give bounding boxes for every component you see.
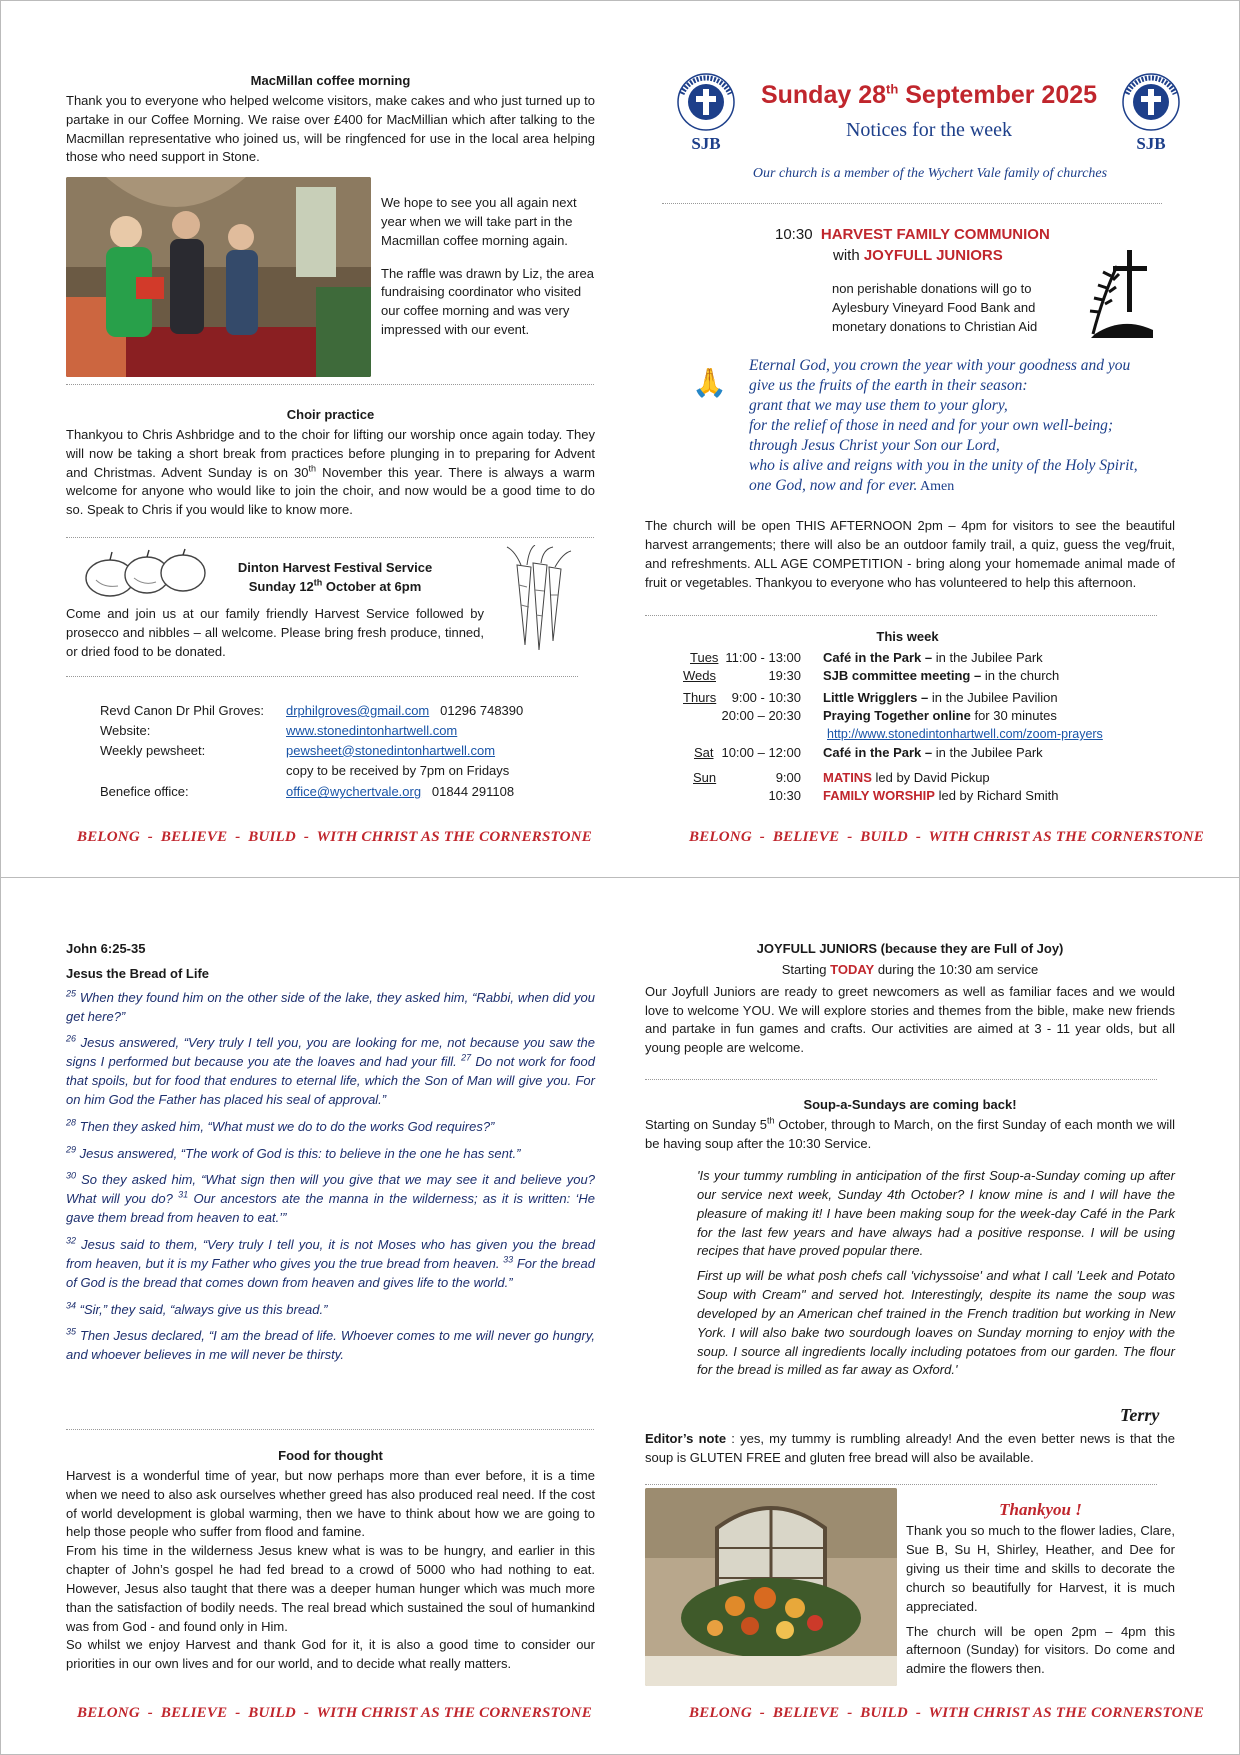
sjb-logo-right (1117, 72, 1185, 152)
service-title-line: 10:30 HARVEST FAMILY COMMUNION (775, 226, 1050, 243)
macmillan-heading: MacMillan coffee morning (250, 73, 411, 88)
soup-section (645, 1096, 1175, 1154)
scripture-ref: John 6:25-35 (66, 941, 146, 956)
prayer-line: who is alive and reigns with you in the unity of the Holy Spirit, (749, 457, 1138, 474)
choir-section (66, 406, 595, 520)
scripture-text (66, 989, 595, 1365)
verse: $^{29}$ Jesus answered, “The work of God is this: to believe in the one he has sent.” (66, 1144, 521, 1161)
contact-label: Weekly pewsheet: (100, 742, 206, 758)
soup-quote-p1: 'Is your tummy rumbling in anticipation of the first Soup-a-Sunday coming up after our service next week, Sunday 4th October? I know mine is and I will have the pleasure of making it! I have been making soup for the week-day Café in the Park for the last few years and have always had a positive response. I will be using recipes that have proved popular there. (697, 1168, 1175, 1259)
apples-illustration (84, 548, 209, 598)
pewsheet-email-link[interactable]: pewsheet@stonedintonhartwell.com (286, 742, 496, 758)
divider (66, 676, 578, 677)
divider (66, 384, 594, 385)
revd-phone: 01296 748390 (440, 703, 524, 718)
sjb-logo-left (672, 72, 740, 152)
afternoon-notice (645, 517, 1175, 592)
motto-footer: BELONG - BELIEVE - BUILD - WITH CHRIST AS THE CORNERSTONE (77, 1705, 592, 1721)
dinton-body-block (66, 605, 484, 662)
soup-heading: Soup-a-Sundays are coming back! (803, 1097, 1017, 1112)
juniors-section (645, 940, 1175, 1058)
macmillan-photo (66, 177, 371, 377)
juniors-body: Our Joyfull Juniors are ready to greet newcomers as well as familiar faces and we would love to welcome YOU. We will explore stories and themes from the bible, make new friends and partake in fun games and crafts. Our activities are aimed at 3 - 11 year olds, but all young people are welcome. (645, 983, 1175, 1056)
scripture-section (66, 940, 595, 1373)
soup-quote-p2: First up will be what posh chefs call 'vichyssoise' and what I call 'Leek and Potato Soup with Cream" and served hot. Interestingly, despite its name the soup was developed by an American chef trained in the French tradition but working in New York. I will also bake two sourdough loaves on Sunday morning to enjoy with the soup. I source all ingredients locally including potatoes from our garden. The flour for the bread is milled as far away as Oxford.' (697, 1268, 1175, 1378)
logo-abbr: SJB (1136, 134, 1166, 153)
macmillan-body: Thank you to everyone who helped welcome visitors, make cakes and who just turned up to partake in our Coffee Morning. We raise over £400 for MacMillian which after talking to the Macmillan representative who joined us, will be ringfenced for use in the local area helping those who need support in Stone. (66, 92, 595, 165)
service-block (775, 224, 1095, 266)
juniors-start: Starting TODAY during the 10:30 am service (781, 961, 1039, 977)
notice-date: Sunday 28th September 2025 (760, 81, 1098, 109)
pewsheet-note: copy to be received by 7pm on Fridays (286, 762, 510, 778)
tagline: Our church is a member of the Wychert Vale family of churches (752, 166, 1108, 181)
macmillan-side-p1: We hope to see you all again next year when we will take part in the Macmillan coffee morning again. (381, 195, 577, 248)
prayer-line: Eternal God, you crown the year with your goodness and you (749, 357, 1131, 374)
contact-label: Benefice office: (100, 784, 189, 800)
contact-label: Website: (100, 722, 151, 738)
thanks-p2: The church will be open 2pm – 4pm this afternoon (Sunday) for visitors. Do come and admire the flowers then. (906, 1623, 1175, 1677)
verse: $^{28}$ Then they asked him, “What must we do to do the works God requires?” (66, 1117, 495, 1134)
verse: $^{35}$ Then Jesus declared, “I am the bread of life. Whoever comes to me will never go hungry, and whoever believes in me will never be thirsty. (66, 1327, 595, 1363)
service-with-line: with JOYFULL JUNIORS (833, 247, 1003, 264)
dinton-date: Sunday 12th October at 6pm (248, 577, 422, 594)
contact-label: Revd Canon Dr Phil Groves: (100, 703, 265, 718)
macmillan-side-p2: The raffle was drawn by Liz, the area fundraising coordinator who visited our coffee morning and was very impressed with our event. (381, 265, 594, 338)
scripture-title: Jesus the Bread of Life (66, 965, 210, 981)
prayer-line: give us the fruits of the earth in their season: (749, 377, 1028, 394)
food-heading: Food for thought (278, 1448, 383, 1463)
verse: $^{30}$ So they asked him, “What sign then will you give that we may see it and believe you? What will you do? $^{31}$ Our ancestors ate the manna in the wilderness; as it is written: ‘He gave them bread from heaven to eat.’” (66, 1171, 595, 1226)
prayer-line: through Jesus Christ your Son our Lord, (749, 437, 1000, 454)
dinton-title: Dinton Harvest Festival Service (237, 560, 433, 575)
website-link[interactable]: www.stonedintonhartwell.com (286, 722, 458, 738)
harvest-prayer (749, 356, 1189, 497)
soup-quote (697, 1167, 1175, 1380)
divider (66, 537, 594, 538)
motto-footer: BELONG - BELIEVE - BUILD - WITH CHRIST AS THE CORNERSTONE (689, 1705, 1204, 1721)
praying-hands-icon: 🙏 (692, 367, 727, 398)
verse: $^{32}$ Jesus said to them, “Very truly I tell you, it is not Moses who has given you the bread from heaven, but it is my Father who gives you the true bread from heaven. $^{33}$ For the bread of God is the bread that comes down from heaven and gives life to the world.” (66, 1235, 595, 1290)
carrots-illustration (497, 545, 575, 657)
thanks-section (906, 1500, 1175, 1679)
signature: Terry (1120, 1405, 1160, 1425)
this-week-list: Tues 11:00 - 13:00 Café in the Park – in the Jubilee Park Weds 19:30 SJB committee meeting – in the church Thurs 9:00 - 10:30 Little Wrigglers – in the Jubilee Pavilion 20:00 – 20:30 Praying Together online for 30 minutes http://www.stonedintonhartwell.com/zoom-prayers Sat 10:00 – 12:00 Café in the Park – in the Jubilee Park Sun 9:00 MATINS led by David Pickup 10:30 FAMILY WORSHIP led by Richard Smith (683, 650, 1103, 803)
motto-footer: BELONG - BELIEVE - BUILD - WITH CHRIST AS THE CORNERSTONE (689, 829, 1204, 845)
zoom-prayers-link[interactable]: http://www.stonedintonhartwell.com/zoom-prayers (827, 727, 1103, 741)
office-phone: 01844 291108 (431, 784, 515, 800)
divider (645, 1079, 1157, 1080)
this-week-heading: This week (876, 629, 939, 644)
soup-intro: Starting on Sunday 5th October, through to March, on the first Sunday of each month we will be having soup after the 10:30 Service. (645, 1115, 1175, 1151)
verse: $^{25}$ When they found him on the other side of the lake, they asked him, “Rabbi, when did you get here?” (66, 988, 595, 1024)
divider (645, 1484, 1157, 1485)
divider (662, 203, 1162, 204)
editor-note (645, 1430, 1175, 1468)
food-p1: Harvest is a wonderful time of year, but now perhaps more than ever before, it is a time when we need to also ask ourselves whether greed has also produced real need. If the cost of world development is global warming, then we have to think about how we are going to help those people who suffer from flood and famine. (66, 1467, 595, 1540)
choir-body: Thankyou to Chris Ashbridge and to the choir for lifting our worship once again today. They will now be taking a short break from practices before plunging in to preparing for Advent and Christmas. Advent Sunday is on 30th November this year. There is always a warm welcome for anyone who would like to join the choir, and now would be a good time to do so. Speak to Chris if you would like to know more. (66, 426, 595, 518)
motto-footer: BELONG - BELIEVE - BUILD - WITH CHRIST AS THE CORNERSTONE (77, 829, 592, 845)
dinton-title-block (215, 559, 455, 597)
prayer-line: for the relief of those in need and for your own well-being; (749, 417, 1114, 434)
flower-arrangement-photo (645, 1488, 897, 1686)
header-block (740, 80, 1118, 145)
juniors-heading: JOYFULL JUNIORS (because they are Full of Joy) (756, 941, 1064, 956)
food-for-thought (66, 1447, 595, 1674)
divider (66, 1429, 594, 1430)
verse: $^{26}$ Jesus answered, “Very truly I tell you, you are looking for me, not because you saw the signs I performed but because you ate the loaves and had your fill. $^{27}$ Do not work for food that spoils, but for food that endures to eternal life, which the Son of Man will give you. For on him God the Father has placed his seal of approval.” (66, 1034, 595, 1107)
food-p2: From his time in the wilderness Jesus knew what is was to be hungry, and earlier in this chapter of John’s gospel he had fed bread to a crowd of 5000 who had nothing to eat. However, Jesus also taught that there was a deeper human hunger which was much more than the satisfaction of bodily needs. The real bread which sustained the soul of humankind was from God - and found only in Him. (66, 1543, 595, 1634)
choir-heading: Choir practice (286, 407, 375, 422)
contacts (100, 702, 600, 803)
wheat-cross-icon (1083, 246, 1158, 338)
prayer-line: grant that we may use them to your glory, (749, 397, 1008, 414)
revd-email-link[interactable]: drphilgroves@gmail.com (286, 703, 430, 718)
editor-note-text: Editor’s note : yes, my tummy is rumbling already! And the even better news is that the soup is GLUTEN FREE and gluten free bread will also be available. (645, 1431, 1175, 1465)
food-p3: So whilst we enjoy Harvest and thank God for it, it is also a good time to consider our priorities in our own lives and for our world, and to decide what really matters. (66, 1637, 595, 1672)
thanks-p1: Thank you so much to the flower ladies, Clare, Sue B, Su H, Shirley, Heather, and Dee for giving us their time and skills to decorate the church so beautifully for Harvest, it is much appreciated. (906, 1523, 1175, 1614)
notice-subtitle: Notices for the week (845, 119, 1013, 141)
dinton-body: Come and join us at our family friendly Harvest Service followed by prosecco and nibbles – all welcome. Please bring fresh produce, tinned, or dried food to be donated. (66, 606, 484, 659)
office-email-link[interactable]: office@wychertvale.org (286, 784, 422, 800)
macmillan-side-text (381, 194, 596, 340)
verse: $^{34}$ “Sir,” they said, “always give us this bread.” (66, 1300, 328, 1317)
afternoon-body: The church will be open THIS AFTERNOON 2pm – 4pm for visitors to see the beautiful harvest arrangements; there will also be an outdoor family trail, a quiz, guess the veg/fruit, and refreshments. ALL AGE COMPETITION - bring along your homemade animal made of fruit or vegetables. Thankyou to everyone who has volunteered to help this afternoon. (645, 518, 1175, 590)
service-note: non perishable donations will go to Aylesbury Vineyard Food Bank and monetary donations to Christian Aid (832, 281, 1038, 334)
divider (645, 615, 1157, 616)
prayer-line: one God, now and for ever. Amen (749, 477, 955, 494)
logo-abbr: SJB (691, 134, 721, 153)
page1-left-column (66, 72, 595, 167)
thanks-heading: Thankyou ! (999, 1500, 1082, 1519)
